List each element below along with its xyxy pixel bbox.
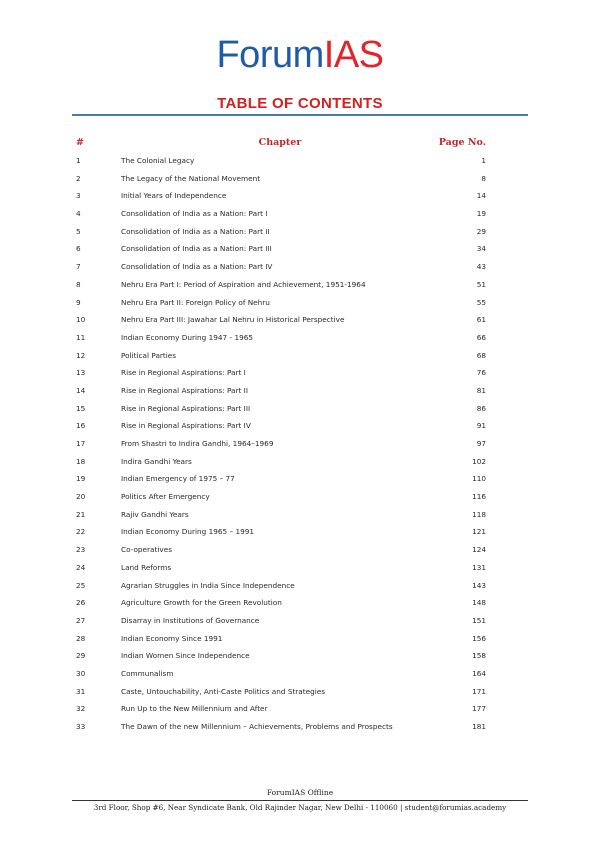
page-number: 66	[476, 332, 486, 342]
toc-row	[0, 205, 600, 223]
toc-row	[0, 187, 600, 205]
chapter-title: Indian Women Since Independence	[121, 651, 250, 661]
page-number: 55	[476, 297, 486, 307]
title-divider	[72, 114, 528, 116]
chapter-number: 6	[76, 244, 81, 254]
chapter-title: Indian Economy During 1947 - 1965	[121, 332, 254, 342]
footer-divider	[72, 800, 528, 801]
chapter-number: 27	[76, 615, 86, 625]
toc-row	[0, 240, 600, 258]
chapter-title: Run Up to the New Millennium and After	[121, 704, 268, 714]
chapter-title: Rise in Regional Aspirations: Part II	[121, 385, 248, 395]
page-number: 151	[472, 615, 486, 625]
chapter-title: Rise in Regional Aspirations: Part IV	[121, 421, 251, 431]
chapter-title: Nehru Era Part I: Period of Aspiration and Achievement, 1951-1964	[121, 279, 366, 289]
chapter-number: 12	[76, 350, 86, 360]
chapter-title: Rajiv Gandhi Years	[121, 509, 189, 519]
toc-row	[0, 311, 600, 329]
chapter-title: Indian Economy Since 1991	[121, 633, 223, 643]
page-number: 156	[472, 633, 486, 643]
chapter-number: 24	[76, 562, 86, 572]
chapter-number: 20	[76, 492, 86, 502]
chapter-title: Nehru Era Part II: Foreign Policy of Nehru	[121, 297, 270, 307]
chapter-number: 14	[76, 385, 86, 395]
column-header-page: Page No.	[438, 137, 486, 148]
chapter-number: 32	[76, 704, 86, 714]
toc-row	[0, 541, 600, 559]
page-number: 143	[472, 580, 486, 590]
toc-row	[0, 700, 600, 718]
chapter-number: 30	[76, 668, 86, 678]
page-number: 29	[476, 226, 486, 236]
toc-row	[0, 347, 600, 365]
page-number: 19	[476, 209, 486, 219]
page-number: 124	[472, 545, 486, 555]
chapter-title: Communalism	[121, 668, 174, 678]
chapter-number: 16	[76, 421, 86, 431]
page-number: 102	[472, 456, 486, 466]
page-number: 131	[472, 562, 486, 572]
chapter-title: Co-operatives	[121, 545, 173, 555]
toc-row	[0, 594, 600, 612]
toc-row	[0, 470, 600, 488]
page-number: 97	[476, 439, 486, 448]
chapter-number: 8	[76, 279, 81, 289]
chapter-number: 33	[76, 722, 86, 731]
page-number: 14	[476, 191, 486, 201]
chapter-title: Agriculture Growth for the Green Revolution	[121, 598, 282, 608]
chapter-title: The Dawn of the new Millennium – Achievements, Problems and Prospects	[121, 722, 393, 731]
toc-row	[0, 152, 600, 170]
chapter-title: Consolidation of India as a Nation: Part II	[121, 226, 270, 236]
footer-address: 3rd Floor, Shop #6, Near Syndicate Bank, Old Rajinder Nagar, New Delhi - 110060 | student@forumias.academy	[93, 803, 507, 812]
chapter-number: 23	[76, 545, 86, 555]
toc-row	[0, 276, 600, 294]
chapter-title: Politics After Emergency	[121, 492, 210, 502]
toc-row	[0, 364, 600, 382]
chapter-number: 28	[76, 633, 86, 643]
chapter-number: 17	[76, 439, 86, 448]
page-number: 1	[481, 156, 486, 165]
chapter-title: Land Reforms	[121, 562, 172, 572]
page-number: 81	[476, 385, 486, 395]
chapter-number: 31	[76, 686, 86, 696]
chapter-number: 11	[76, 332, 86, 342]
chapter-title: Disarray in Institutions of Governance	[121, 615, 260, 625]
page-number: 121	[472, 527, 486, 537]
chapter-number: 9	[76, 297, 81, 307]
toc-row	[0, 453, 600, 471]
page-number: 51	[476, 279, 486, 289]
chapter-title: Indira Gandhi Years	[121, 456, 192, 466]
page-number: 91	[476, 421, 486, 431]
page-number: 61	[476, 315, 486, 325]
chapter-title: Consolidation of India as a Nation: Part III	[121, 244, 272, 254]
page-number: 118	[472, 509, 486, 519]
chapter-title: From Shastri to Indira Gandhi, 1964–1969	[121, 439, 274, 448]
chapter-title: The Legacy of the National Movement	[121, 173, 261, 183]
page-number: 158	[472, 651, 486, 661]
page-number: 110	[472, 474, 486, 484]
chapter-number: 19	[76, 474, 86, 484]
chapter-number: 25	[76, 580, 86, 590]
toc-row	[0, 718, 600, 736]
toc-list	[0, 152, 600, 736]
toc-row	[0, 329, 600, 347]
page-number: 148	[472, 598, 486, 608]
toc-row	[0, 258, 600, 276]
page-number: 164	[472, 668, 486, 678]
page-number: 76	[476, 368, 486, 378]
toc-row	[0, 400, 600, 418]
toc-row	[0, 382, 600, 400]
toc-row	[0, 294, 600, 312]
toc-row	[0, 417, 600, 435]
chapter-number: 5	[76, 226, 81, 236]
page-number: 8	[481, 173, 486, 183]
column-header-chapter: Chapter	[258, 137, 302, 148]
footer-title: ForumIAS Offline	[266, 788, 334, 797]
toc-row	[0, 577, 600, 595]
toc-row	[0, 559, 600, 577]
toc-row	[0, 683, 600, 701]
toc-row	[0, 612, 600, 630]
chapter-number: 21	[76, 509, 86, 519]
chapter-title: Rise in Regional Aspirations: Part I	[121, 368, 246, 378]
page-number: 43	[476, 262, 486, 272]
chapter-title: Initial Years of Independence	[121, 191, 227, 201]
forumias-logo	[0, 33, 600, 77]
chapter-number: 13	[76, 368, 86, 378]
chapter-number: 15	[76, 403, 86, 413]
chapter-title: Indian Economy During 1965 – 1991	[121, 527, 255, 537]
column-header-number: #	[76, 137, 84, 148]
page-title: TABLE OF CONTENTS	[217, 95, 383, 112]
chapter-title: Rise in Regional Aspirations: Part III	[121, 403, 251, 413]
chapter-title: Consolidation of India as a Nation: Part I	[121, 209, 268, 219]
page-number: 181	[472, 722, 486, 731]
page-number: 34	[476, 244, 486, 254]
chapter-number: 18	[76, 456, 86, 466]
toc-row	[0, 435, 600, 453]
chapter-number: 3	[76, 191, 81, 201]
chapter-number: 29	[76, 651, 86, 661]
chapter-title: The Colonial Legacy	[121, 156, 195, 165]
toc-row	[0, 506, 600, 524]
chapter-number: 26	[76, 598, 86, 608]
chapter-number: 10	[76, 315, 86, 325]
chapter-number: 1	[76, 156, 81, 165]
chapter-number: 7	[76, 262, 81, 272]
chapter-title: Agrarian Struggles in India Since Independence	[121, 580, 295, 590]
logo-forum-text: Forum	[216, 34, 324, 76]
chapter-title: Caste, Untouchability, Anti-Caste Politics and Strategies	[121, 686, 326, 696]
chapter-title: Nehru Era Part III: Jawahar Lal Nehru in Historical Perspective	[121, 315, 345, 325]
toc-row	[0, 647, 600, 665]
page-number: 171	[472, 686, 486, 696]
page-number: 177	[472, 704, 486, 714]
toc-row	[0, 170, 600, 188]
chapter-title: Consolidation of India as a Nation: Part IV	[121, 262, 273, 272]
toc-row	[0, 630, 600, 648]
chapter-number: 4	[76, 209, 81, 219]
logo-ias-text: IAS	[323, 34, 384, 76]
page-number: 86	[476, 403, 486, 413]
chapter-title: Political Parties	[121, 350, 177, 360]
page-number: 68	[476, 350, 486, 360]
chapter-title: Indian Emergency of 1975 – 77	[121, 474, 235, 484]
toc-row	[0, 488, 600, 506]
toc-row	[0, 523, 600, 541]
chapter-number: 22	[76, 527, 86, 537]
page-number: 116	[472, 492, 486, 502]
chapter-number: 2	[76, 173, 81, 183]
toc-row	[0, 223, 600, 241]
toc-row	[0, 665, 600, 683]
